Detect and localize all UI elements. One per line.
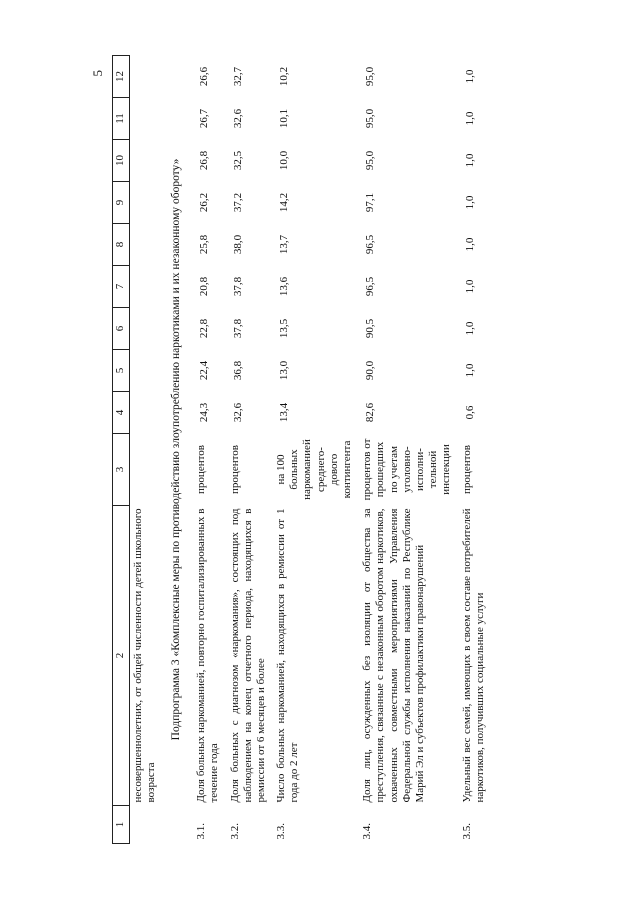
row-value: 22,4 [198,360,211,381]
row-value: 0,6 [463,405,476,420]
row-value: 26,6 [198,66,211,87]
row-value: 37,8 [231,318,244,339]
page-number: 5 [90,70,105,77]
subprogram-row [162,56,192,844]
header-cell: 10 [113,140,130,182]
row-value: 13,6 [278,276,291,297]
row-value: 95,0 [364,108,377,129]
row-value: 97,1 [364,192,377,213]
row-value: 13,4 [278,402,291,423]
row-index: 3.2. [228,823,241,840]
row-index: 3.3. [275,823,288,840]
header-cell: 7 [113,266,130,308]
row-value: 32,6 [231,108,244,129]
table-row [226,56,273,844]
row-value: 26,7 [198,108,211,129]
row-value: 37,2 [231,192,244,213]
row-unit: процентов [460,445,473,494]
row-name: Доля больных наркоманией, повторно госпитализированных в течение года [195,508,221,803]
header-cell: 2 [113,506,130,806]
row-value: 1,0 [463,111,476,126]
row-value: 1,0 [463,363,476,378]
row-value: 96,5 [364,234,377,255]
row-value: 10,1 [278,108,291,129]
row-value: 95,0 [364,66,377,87]
row-index: 3.4. [361,823,374,840]
table-row [358,56,457,844]
row-value: 36,8 [231,360,244,381]
subprogram-title: Подпрограмма 3 «Комплексные меры по противодействию злоупотреблению наркотиками и их незаконному обороту» [170,158,183,741]
row-unit: на 100 больных наркоманией среднегодового контингента [275,439,354,500]
row-value: 38,0 [231,234,244,255]
indicators-table [112,55,491,844]
row-name: Доля больных с диагнозом «наркомания», состоящих под наблюдением на конец отчетного периода, находящихся в ремиссии от 6 месяцев и более [228,508,267,803]
row-value: 22,8 [198,318,211,339]
header-cell: 5 [113,350,130,392]
row-value: 90,0 [364,360,377,381]
row-value: 1,0 [463,153,476,168]
row-value: 90,5 [364,318,377,339]
row-value: 32,5 [231,150,244,171]
row-unit: процентов [195,445,208,494]
header-cell: 12 [113,56,130,98]
row-value: 13,0 [278,360,291,381]
continuation-text: несовершеннолетних, от общей численности детей школьного возраста [132,508,158,803]
row-value: 82,6 [364,402,377,423]
row-name: Число больных наркоманией, находящихся в ремиссии от 1 года до 2 лет [275,508,301,803]
row-value: 13,7 [278,234,291,255]
row-value: 24,3 [198,402,211,423]
row-value: 26,2 [198,192,211,213]
header-cell: 6 [113,308,130,350]
row-value: 96,5 [364,276,377,297]
row-value: 32,7 [231,66,244,87]
header-cell: 4 [113,392,130,434]
header-cell: 8 [113,224,130,266]
row-value: 25,8 [198,234,211,255]
header-cell: 9 [113,182,130,224]
row-value: 10,0 [278,150,291,171]
row-value: 95,0 [364,150,377,171]
table-row [272,56,358,844]
row-value: 1,0 [463,321,476,336]
row-value: 37,8 [231,276,244,297]
row-value: 20,8 [198,276,211,297]
row-value: 1,0 [463,279,476,294]
row-value: 26,8 [198,150,211,171]
row-name: Удельный вес семей, имеющих в своем составе потребителей наркотиков, получивших социальные услуги [460,508,486,803]
row-value: 14,2 [278,192,291,213]
row-unit: процентов от прошедших по учетам уголовно-исполнительной инспекции [361,438,453,501]
row-value: 10,2 [278,66,291,87]
row-index: 3.5. [460,823,473,840]
header-cell: 11 [113,98,130,140]
table-row [458,56,491,844]
row-unit: процентов [228,445,241,494]
row-value: 1,0 [463,69,476,84]
rotated-page-content [112,56,532,844]
table-row [192,56,225,844]
row-name: Доля лиц, осужденных без изоляции от общества за преступления, связанные с незаконным оборотом наркотиков, охваченных совместными мероприятиями Управления Федеральной службы исполнения наказаний по Республике Марий Эл и субъектов профилактики правонарушений [361,508,426,803]
row-value: 32,6 [231,402,244,423]
header-cell: 3 [113,434,130,506]
header-cell: 1 [113,806,130,844]
row-index: 3.1. [195,823,208,840]
row-value: 1,0 [463,195,476,210]
row-value: 13,5 [278,318,291,339]
header-row [113,56,130,844]
continuation-row [130,56,163,844]
row-value: 1,0 [463,237,476,252]
